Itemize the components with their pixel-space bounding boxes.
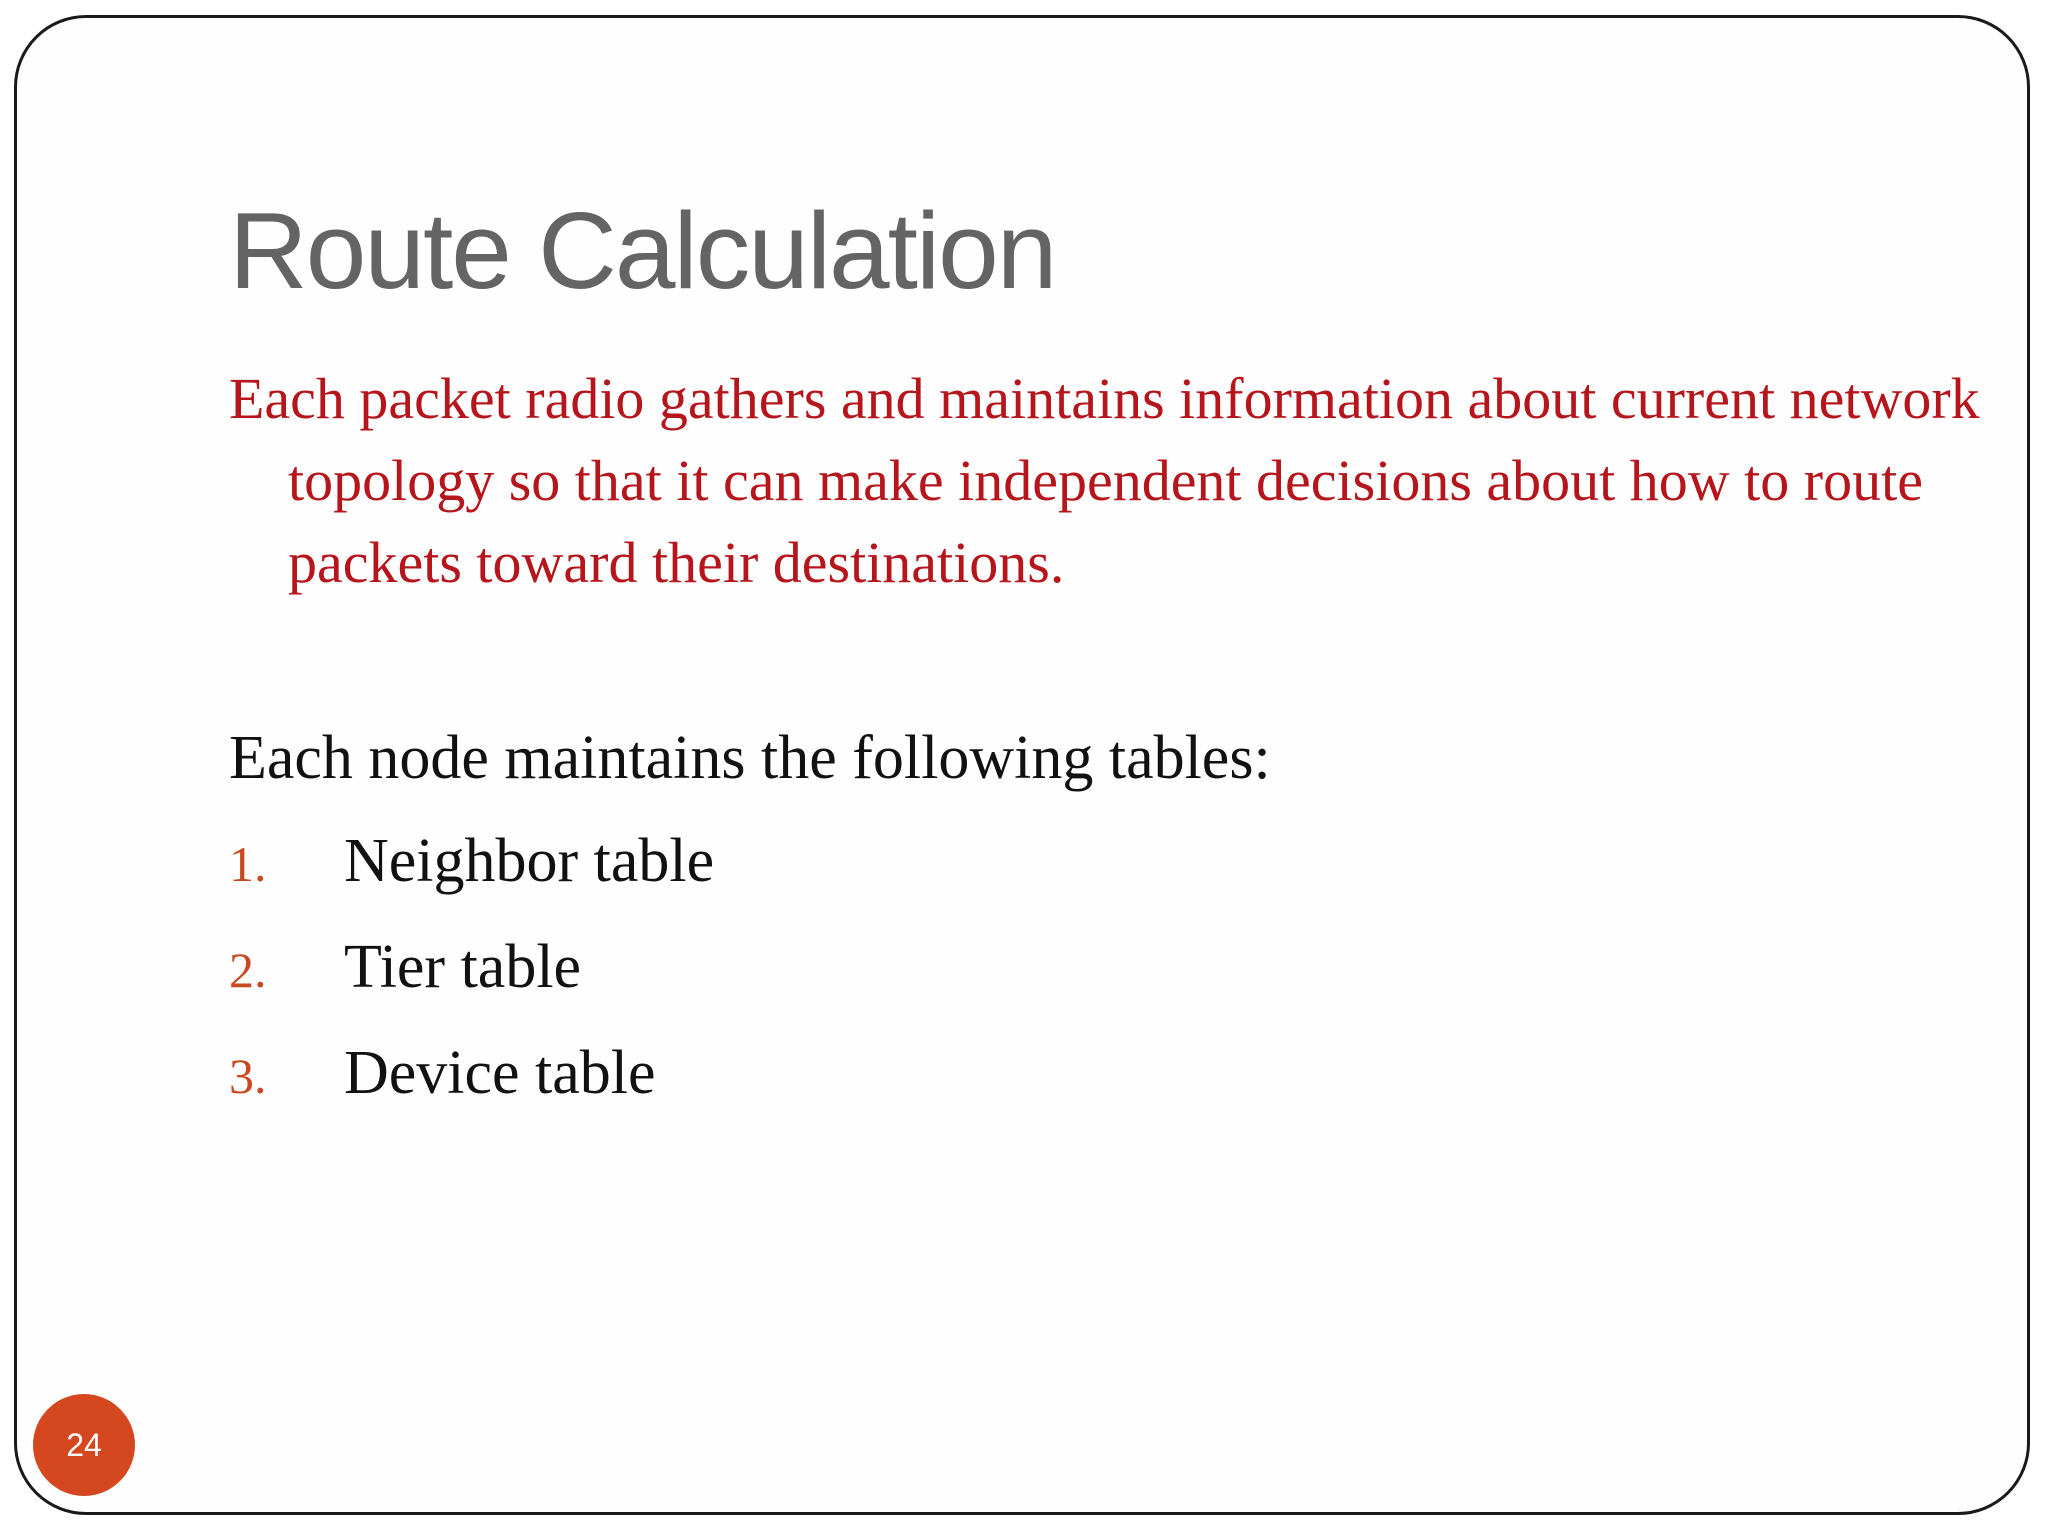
page-number-badge: 24: [33, 1394, 135, 1496]
list-item: [229, 932, 714, 1038]
list-item: [229, 826, 714, 932]
tables-intro: Each node maintains the following tables:: [229, 724, 1271, 792]
list-text: Neighbor table: [344, 827, 715, 895]
list-number: 3.: [229, 1048, 267, 1104]
slide: [14, 15, 2030, 1515]
list-text: Tier table: [344, 933, 582, 1001]
list-number: 2.: [229, 942, 267, 998]
list-text: Device table: [344, 1039, 656, 1107]
slide-title: Route Calculation: [229, 190, 1056, 312]
list-number: 1.: [229, 836, 267, 892]
list-item: [229, 1038, 714, 1144]
tables-list: [229, 826, 714, 1144]
highlight-paragraph: Each packet radio gathers and maintains information about current network topology so that it can make independent decisions about how to route packets toward their destinations.: [229, 366, 1980, 595]
